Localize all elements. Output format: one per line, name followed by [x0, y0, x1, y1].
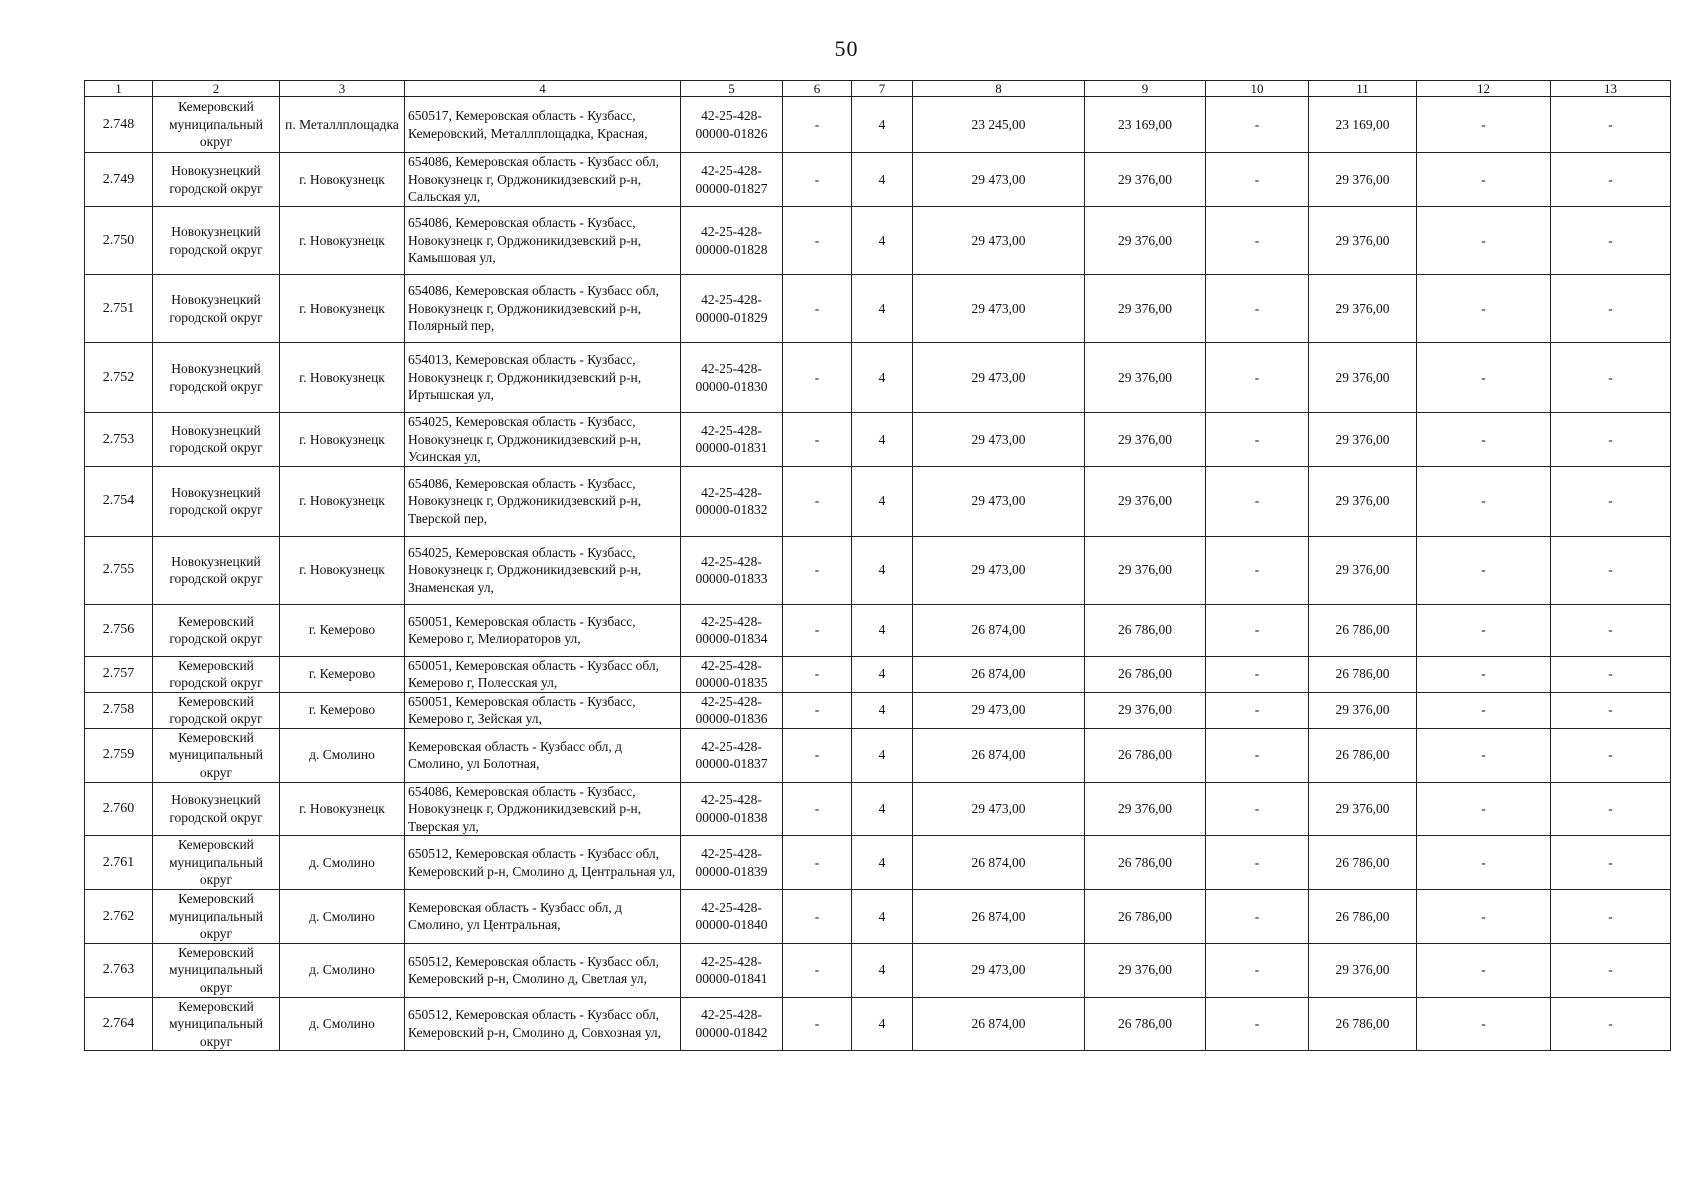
col8-value-cell: 29 473,00 [913, 343, 1085, 413]
col7-cell: 4 [852, 207, 913, 275]
district-cell: Новокузнецкий городской округ [153, 275, 280, 343]
col9-value-cell: 29 376,00 [1085, 466, 1206, 536]
col10-cell: - [1206, 997, 1309, 1051]
col8-value-cell: 26 874,00 [913, 997, 1085, 1051]
col11-value-cell: 29 376,00 [1309, 275, 1417, 343]
col8-value-cell: 29 473,00 [913, 536, 1085, 604]
col6-cell: - [783, 782, 852, 836]
col8-value-cell: 26 874,00 [913, 836, 1085, 890]
district-cell: Кемеровский городской округ [153, 692, 280, 728]
locality-cell: г. Новокузнецк [280, 413, 405, 467]
col13-cell: - [1551, 836, 1671, 890]
col11-value-cell: 29 376,00 [1309, 943, 1417, 997]
col13-cell: - [1551, 536, 1671, 604]
col10-cell: - [1206, 413, 1309, 467]
col13-cell: - [1551, 97, 1671, 153]
col6-cell: - [783, 943, 852, 997]
address-cell: 654025, Кемеровская область - Кузбасс, Новокузнецк г, Орджоникидзевский р-н, Знаменская ул, [405, 536, 681, 604]
col11-value-cell: 26 786,00 [1309, 656, 1417, 692]
col10-cell: - [1206, 836, 1309, 890]
district-cell: Кемеровский муниципальный округ [153, 728, 280, 782]
col7-cell: 4 [852, 275, 913, 343]
col12-cell: - [1417, 656, 1551, 692]
address-cell: 650051, Кемеровская область - Кузбасс обл, Кемерово г, Полесская ул, [405, 656, 681, 692]
column-header-10: 10 [1206, 81, 1309, 97]
col7-cell: 4 [852, 466, 913, 536]
table-row [85, 836, 1671, 890]
col12-cell: - [1417, 692, 1551, 728]
row-number-cell: 2.754 [85, 466, 153, 536]
column-header-1: 1 [85, 81, 153, 97]
address-cell: 654086, Кемеровская область - Кузбасс, Новокузнецк г, Орджоникидзевский р-н, Камышовая ул, [405, 207, 681, 275]
col6-cell: - [783, 466, 852, 536]
column-header-5: 5 [681, 81, 783, 97]
table-row [85, 466, 1671, 536]
row-number-cell: 2.752 [85, 343, 153, 413]
col6-cell: - [783, 836, 852, 890]
column-header-6: 6 [783, 81, 852, 97]
table-row [85, 275, 1671, 343]
col7-cell: 4 [852, 782, 913, 836]
col8-value-cell: 29 473,00 [913, 275, 1085, 343]
col7-cell: 4 [852, 943, 913, 997]
col6-cell: - [783, 997, 852, 1051]
col11-value-cell: 29 376,00 [1309, 536, 1417, 604]
locality-cell: г. Новокузнецк [280, 153, 405, 207]
table-body [85, 81, 1671, 1051]
col11-value-cell: 29 376,00 [1309, 413, 1417, 467]
row-number-cell: 2.748 [85, 97, 153, 153]
locality-cell: д. Смолино [280, 836, 405, 890]
address-cell: Кемеровская область - Кузбасс обл, д Смолино, ул Болотная, [405, 728, 681, 782]
oktmo-code-cell: 42-25-428-00000-01836 [681, 692, 783, 728]
oktmo-code-cell: 42-25-428-00000-01837 [681, 728, 783, 782]
table-row [85, 207, 1671, 275]
col8-value-cell: 29 473,00 [913, 692, 1085, 728]
col12-cell: - [1417, 836, 1551, 890]
col12-cell: - [1417, 536, 1551, 604]
col10-cell: - [1206, 97, 1309, 153]
col12-cell: - [1417, 207, 1551, 275]
table-row [85, 153, 1671, 207]
table-row [85, 782, 1671, 836]
table-row [85, 692, 1671, 728]
col6-cell: - [783, 207, 852, 275]
col6-cell: - [783, 97, 852, 153]
locality-cell: д. Смолино [280, 997, 405, 1051]
col8-value-cell: 29 473,00 [913, 466, 1085, 536]
table-row [85, 604, 1671, 656]
col11-value-cell: 26 786,00 [1309, 997, 1417, 1051]
col9-value-cell: 29 376,00 [1085, 153, 1206, 207]
col13-cell: - [1551, 692, 1671, 728]
table-row [85, 890, 1671, 944]
table-row [85, 413, 1671, 467]
page-number: 50 [834, 36, 859, 61]
table-row [85, 997, 1671, 1051]
locality-cell: г. Новокузнецк [280, 782, 405, 836]
col6-cell: - [783, 604, 852, 656]
col13-cell: - [1551, 604, 1671, 656]
col13-cell: - [1551, 943, 1671, 997]
col6-cell: - [783, 153, 852, 207]
col7-cell: 4 [852, 656, 913, 692]
oktmo-code-cell: 42-25-428-00000-01826 [681, 97, 783, 153]
locality-cell: г. Новокузнецк [280, 275, 405, 343]
col11-value-cell: 29 376,00 [1309, 782, 1417, 836]
oktmo-code-cell: 42-25-428-00000-01839 [681, 836, 783, 890]
district-cell: Кемеровский муниципальный округ [153, 97, 280, 153]
column-header-4: 4 [405, 81, 681, 97]
oktmo-code-cell: 42-25-428-00000-01840 [681, 890, 783, 944]
row-number-cell: 2.750 [85, 207, 153, 275]
col7-cell: 4 [852, 604, 913, 656]
col6-cell: - [783, 536, 852, 604]
locality-cell: г. Кемерово [280, 656, 405, 692]
row-number-cell: 2.762 [85, 890, 153, 944]
col8-value-cell: 29 473,00 [913, 943, 1085, 997]
col10-cell: - [1206, 466, 1309, 536]
locality-cell: г. Новокузнецк [280, 466, 405, 536]
col9-value-cell: 26 786,00 [1085, 728, 1206, 782]
col10-cell: - [1206, 153, 1309, 207]
col11-value-cell: 26 786,00 [1309, 890, 1417, 944]
col12-cell: - [1417, 604, 1551, 656]
table-row [85, 97, 1671, 153]
col12-cell: - [1417, 997, 1551, 1051]
row-number-cell: 2.764 [85, 997, 153, 1051]
col11-value-cell: 29 376,00 [1309, 692, 1417, 728]
col8-value-cell: 23 245,00 [913, 97, 1085, 153]
col13-cell: - [1551, 656, 1671, 692]
address-cell: 654013, Кемеровская область - Кузбасс, Новокузнецк г, Орджоникидзевский р-н, Иртышская ул, [405, 343, 681, 413]
col9-value-cell: 29 376,00 [1085, 782, 1206, 836]
row-number-cell: 2.763 [85, 943, 153, 997]
oktmo-code-cell: 42-25-428-00000-01832 [681, 466, 783, 536]
district-cell: Кемеровский городской округ [153, 604, 280, 656]
col11-value-cell: 29 376,00 [1309, 466, 1417, 536]
col12-cell: - [1417, 728, 1551, 782]
col13-cell: - [1551, 890, 1671, 944]
col11-value-cell: 23 169,00 [1309, 97, 1417, 153]
table-row [85, 943, 1671, 997]
district-cell: Кемеровский муниципальный округ [153, 943, 280, 997]
col9-value-cell: 26 786,00 [1085, 997, 1206, 1051]
address-cell: 650512, Кемеровская область - Кузбасс обл, Кемеровский р-н, Смолино д, Совхозная ул, [405, 997, 681, 1051]
col8-value-cell: 29 473,00 [913, 207, 1085, 275]
oktmo-code-cell: 42-25-428-00000-01834 [681, 604, 783, 656]
col9-value-cell: 29 376,00 [1085, 943, 1206, 997]
col13-cell: - [1551, 782, 1671, 836]
col8-value-cell: 29 473,00 [913, 413, 1085, 467]
col8-value-cell: 29 473,00 [913, 153, 1085, 207]
col12-cell: - [1417, 97, 1551, 153]
locality-cell: г. Новокузнецк [280, 536, 405, 604]
col6-cell: - [783, 275, 852, 343]
row-number-cell: 2.761 [85, 836, 153, 890]
col13-cell: - [1551, 275, 1671, 343]
oktmo-code-cell: 42-25-428-00000-01831 [681, 413, 783, 467]
locality-cell: г. Кемерово [280, 604, 405, 656]
col10-cell: - [1206, 656, 1309, 692]
col10-cell: - [1206, 207, 1309, 275]
col10-cell: - [1206, 604, 1309, 656]
registry-table [84, 80, 1671, 1051]
col12-cell: - [1417, 343, 1551, 413]
district-cell: Новокузнецкий городской округ [153, 466, 280, 536]
address-cell: 654025, Кемеровская область - Кузбасс, Новокузнецк г, Орджоникидзевский р-н, Усинская ул, [405, 413, 681, 467]
row-number-cell: 2.756 [85, 604, 153, 656]
col6-cell: - [783, 413, 852, 467]
table-row [85, 343, 1671, 413]
district-cell: Кемеровский муниципальный округ [153, 997, 280, 1051]
col7-cell: 4 [852, 728, 913, 782]
locality-cell: д. Смолино [280, 728, 405, 782]
address-cell: 654086, Кемеровская область - Кузбасс обл, Новокузнецк г, Орджоникидзевский р-н, Сальская ул, [405, 153, 681, 207]
row-number-cell: 2.757 [85, 656, 153, 692]
col9-value-cell: 26 786,00 [1085, 836, 1206, 890]
oktmo-code-cell: 42-25-428-00000-01827 [681, 153, 783, 207]
row-number-cell: 2.751 [85, 275, 153, 343]
column-header-9: 9 [1085, 81, 1206, 97]
column-header-13: 13 [1551, 81, 1671, 97]
col7-cell: 4 [852, 97, 913, 153]
table-row [85, 728, 1671, 782]
table-row [85, 656, 1671, 692]
row-number-cell: 2.755 [85, 536, 153, 604]
row-number-cell: 2.749 [85, 153, 153, 207]
col7-cell: 4 [852, 343, 913, 413]
header-row [85, 81, 1671, 97]
column-header-8: 8 [913, 81, 1085, 97]
district-cell: Кемеровский муниципальный округ [153, 890, 280, 944]
col13-cell: - [1551, 343, 1671, 413]
col6-cell: - [783, 656, 852, 692]
col9-value-cell: 26 786,00 [1085, 656, 1206, 692]
col9-value-cell: 29 376,00 [1085, 536, 1206, 604]
col12-cell: - [1417, 782, 1551, 836]
col9-value-cell: 23 169,00 [1085, 97, 1206, 153]
col13-cell: - [1551, 413, 1671, 467]
col6-cell: - [783, 692, 852, 728]
address-cell: 654086, Кемеровская область - Кузбасс, Новокузнецк г, Орджоникидзевский р-н, Тверская ул, [405, 782, 681, 836]
locality-cell: п. Металлплощадка [280, 97, 405, 153]
locality-cell: г. Новокузнецк [280, 207, 405, 275]
column-header-2: 2 [153, 81, 280, 97]
col8-value-cell: 26 874,00 [913, 890, 1085, 944]
address-cell: 650051, Кемеровская область - Кузбасс, Кемерово г, Зейская ул, [405, 692, 681, 728]
district-cell: Новокузнецкий городской округ [153, 153, 280, 207]
col10-cell: - [1206, 692, 1309, 728]
col10-cell: - [1206, 343, 1309, 413]
col7-cell: 4 [852, 836, 913, 890]
col9-value-cell: 29 376,00 [1085, 275, 1206, 343]
oktmo-code-cell: 42-25-428-00000-01828 [681, 207, 783, 275]
row-number-cell: 2.760 [85, 782, 153, 836]
col7-cell: 4 [852, 413, 913, 467]
col6-cell: - [783, 890, 852, 944]
col11-value-cell: 29 376,00 [1309, 207, 1417, 275]
col12-cell: - [1417, 890, 1551, 944]
col11-value-cell: 26 786,00 [1309, 836, 1417, 890]
oktmo-code-cell: 42-25-428-00000-01833 [681, 536, 783, 604]
address-cell: 650512, Кемеровская область - Кузбасс обл, Кемеровский р-н, Смолино д, Светлая ул, [405, 943, 681, 997]
col12-cell: - [1417, 413, 1551, 467]
locality-cell: г. Кемерово [280, 692, 405, 728]
col8-value-cell: 26 874,00 [913, 604, 1085, 656]
col8-value-cell: 29 473,00 [913, 782, 1085, 836]
col10-cell: - [1206, 275, 1309, 343]
col7-cell: 4 [852, 536, 913, 604]
col7-cell: 4 [852, 997, 913, 1051]
col13-cell: - [1551, 207, 1671, 275]
column-header-11: 11 [1309, 81, 1417, 97]
district-cell: Новокузнецкий городской округ [153, 782, 280, 836]
col7-cell: 4 [852, 692, 913, 728]
column-header-3: 3 [280, 81, 405, 97]
col9-value-cell: 26 786,00 [1085, 604, 1206, 656]
col10-cell: - [1206, 728, 1309, 782]
col8-value-cell: 26 874,00 [913, 728, 1085, 782]
col8-value-cell: 26 874,00 [913, 656, 1085, 692]
row-number-cell: 2.758 [85, 692, 153, 728]
district-cell: Новокузнецкий городской округ [153, 207, 280, 275]
locality-cell: д. Смолино [280, 890, 405, 944]
locality-cell: д. Смолино [280, 943, 405, 997]
col10-cell: - [1206, 536, 1309, 604]
col7-cell: 4 [852, 153, 913, 207]
col9-value-cell: 29 376,00 [1085, 207, 1206, 275]
col11-value-cell: 29 376,00 [1309, 343, 1417, 413]
col6-cell: - [783, 343, 852, 413]
oktmo-code-cell: 42-25-428-00000-01841 [681, 943, 783, 997]
col13-cell: - [1551, 153, 1671, 207]
col12-cell: - [1417, 153, 1551, 207]
district-cell: Новокузнецкий городской округ [153, 413, 280, 467]
oktmo-code-cell: 42-25-428-00000-01829 [681, 275, 783, 343]
col7-cell: 4 [852, 890, 913, 944]
col10-cell: - [1206, 890, 1309, 944]
col12-cell: - [1417, 466, 1551, 536]
col13-cell: - [1551, 466, 1671, 536]
address-cell: 650051, Кемеровская область - Кузбасс, Кемерово г, Мелиораторов ул, [405, 604, 681, 656]
row-number-cell: 2.759 [85, 728, 153, 782]
district-cell: Кемеровский городской округ [153, 656, 280, 692]
col9-value-cell: 29 376,00 [1085, 692, 1206, 728]
address-cell: 650512, Кемеровская область - Кузбасс обл, Кемеровский р-н, Смолино д, Центральная ул, [405, 836, 681, 890]
address-cell: 654086, Кемеровская область - Кузбасс, Новокузнецк г, Орджоникидзевский р-н, Тверской пер, [405, 466, 681, 536]
col13-cell: - [1551, 997, 1671, 1051]
col10-cell: - [1206, 943, 1309, 997]
col9-value-cell: 29 376,00 [1085, 343, 1206, 413]
col11-value-cell: 26 786,00 [1309, 728, 1417, 782]
col11-value-cell: 29 376,00 [1309, 153, 1417, 207]
district-cell: Новокузнецкий городской округ [153, 536, 280, 604]
address-cell: 650517, Кемеровская область - Кузбасс, Кемеровский, Металлплощадка, Красная, [405, 97, 681, 153]
district-cell: Новокузнецкий городской округ [153, 343, 280, 413]
col10-cell: - [1206, 782, 1309, 836]
column-header-7: 7 [852, 81, 913, 97]
row-number-cell: 2.753 [85, 413, 153, 467]
col9-value-cell: 29 376,00 [1085, 413, 1206, 467]
col12-cell: - [1417, 943, 1551, 997]
oktmo-code-cell: 42-25-428-00000-01842 [681, 997, 783, 1051]
col6-cell: - [783, 728, 852, 782]
col9-value-cell: 26 786,00 [1085, 890, 1206, 944]
district-cell: Кемеровский муниципальный округ [153, 836, 280, 890]
address-cell: Кемеровская область - Кузбасс обл, д Смолино, ул Центральная, [405, 890, 681, 944]
table-row [85, 536, 1671, 604]
oktmo-code-cell: 42-25-428-00000-01838 [681, 782, 783, 836]
col11-value-cell: 26 786,00 [1309, 604, 1417, 656]
col13-cell: - [1551, 728, 1671, 782]
address-cell: 654086, Кемеровская область - Кузбасс обл, Новокузнецк г, Орджоникидзевский р-н, Полярный пер, [405, 275, 681, 343]
oktmo-code-cell: 42-25-428-00000-01835 [681, 656, 783, 692]
column-header-12: 12 [1417, 81, 1551, 97]
oktmo-code-cell: 42-25-428-00000-01830 [681, 343, 783, 413]
col12-cell: - [1417, 275, 1551, 343]
locality-cell: г. Новокузнецк [280, 343, 405, 413]
